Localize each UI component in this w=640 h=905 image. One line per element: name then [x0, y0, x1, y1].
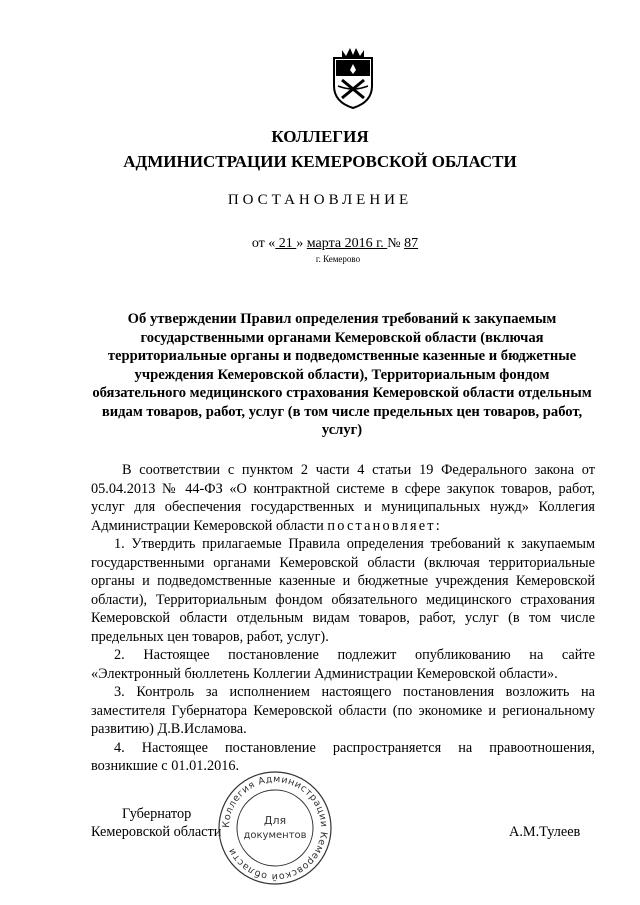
- date-line: [0, 235, 640, 253]
- preamble-paragraph: [91, 461, 595, 535]
- date-month-year: марта 2016 г.: [306, 236, 388, 251]
- date-prefix: от «: [251, 236, 276, 251]
- list-item: 3. Контроль за исполнением настоящего постановления возложить на заместителя Губернатора Кемеровской области (по экономике и региональному развитию) Д.В.Исламова.: [91, 684, 595, 737]
- preamble-text: В соответствии с пунктом 2 части 4 статьи 19 Федерального закона от 05.04.2013 № 44-ФЗ «О контрактной системе в сфере закупок товаров, работ, услуг для обеспечения государственных и муниципальных нужд» Коллегия Администрации Кемеровской области: [91, 462, 595, 534]
- list-item: 1. Утвердить прилагаемые Правила определения требований к закупаемым государственными органами Кемеровской области (включая территориальные органы и подведомственные казенные и бюджетные учреждения Кемеровской области), Территориальным фондом обязательного медицинского страхования Кемеровской области отдельным видам товаров, работ, услуг (в том числе предельных цен товаров, работ, услуг).: [91, 536, 595, 645]
- coat-of-arms-icon: [330, 46, 376, 110]
- stamp-ring-text: Коллегия Администрации Кемеровской области: [220, 773, 330, 883]
- signatory-name: А.М.Тулеев: [509, 824, 581, 840]
- decree-word: постановляет:: [327, 517, 442, 534]
- org-line-2: АДМИНИСТРАЦИИ КЕМЕРОВСКОЙ ОБЛАСТИ: [123, 152, 517, 171]
- document-type: ПОСТАНОВЛЕНИЕ: [227, 192, 413, 208]
- city: г. Кемерово: [315, 254, 361, 264]
- stamp-center-line1: Для: [263, 814, 287, 827]
- date-mid: »: [296, 236, 307, 251]
- org-line-1: КОЛЛЕГИЯ: [271, 127, 369, 146]
- list-item: 4. Настоящее постановление распространяется на правоотношения, возникшие с 01.01.2016.: [91, 739, 595, 774]
- signatory-title-line1: Губернатор: [122, 806, 192, 822]
- signatory-title-line2: Кемеровской области: [91, 824, 222, 840]
- date-day: 21: [275, 236, 297, 251]
- number-label: №: [387, 236, 405, 251]
- document-title: Об утверждении Правил определения требований к закупаемым государственными органами Кемеровской области (включая территориальные органы и подведомственные казенные и бюджетные учреждения Кемеровской области), Территориальным фондом обязательного медицинского страхования Кемеровской области отдельным видам товаров, работ, услуг (в том числе предельных цен товаров, работ, услуг): [92, 311, 592, 438]
- list-item: 2. Настоящее постановление подлежит опубликованию на сайте «Электронный бюллетень Коллегии Администрации Кемеровской области».: [91, 647, 595, 682]
- stamp-center-line2: документов: [243, 830, 307, 841]
- stamp-seal: [215, 768, 335, 888]
- document-body: [91, 461, 595, 776]
- document-number: 87: [404, 236, 419, 251]
